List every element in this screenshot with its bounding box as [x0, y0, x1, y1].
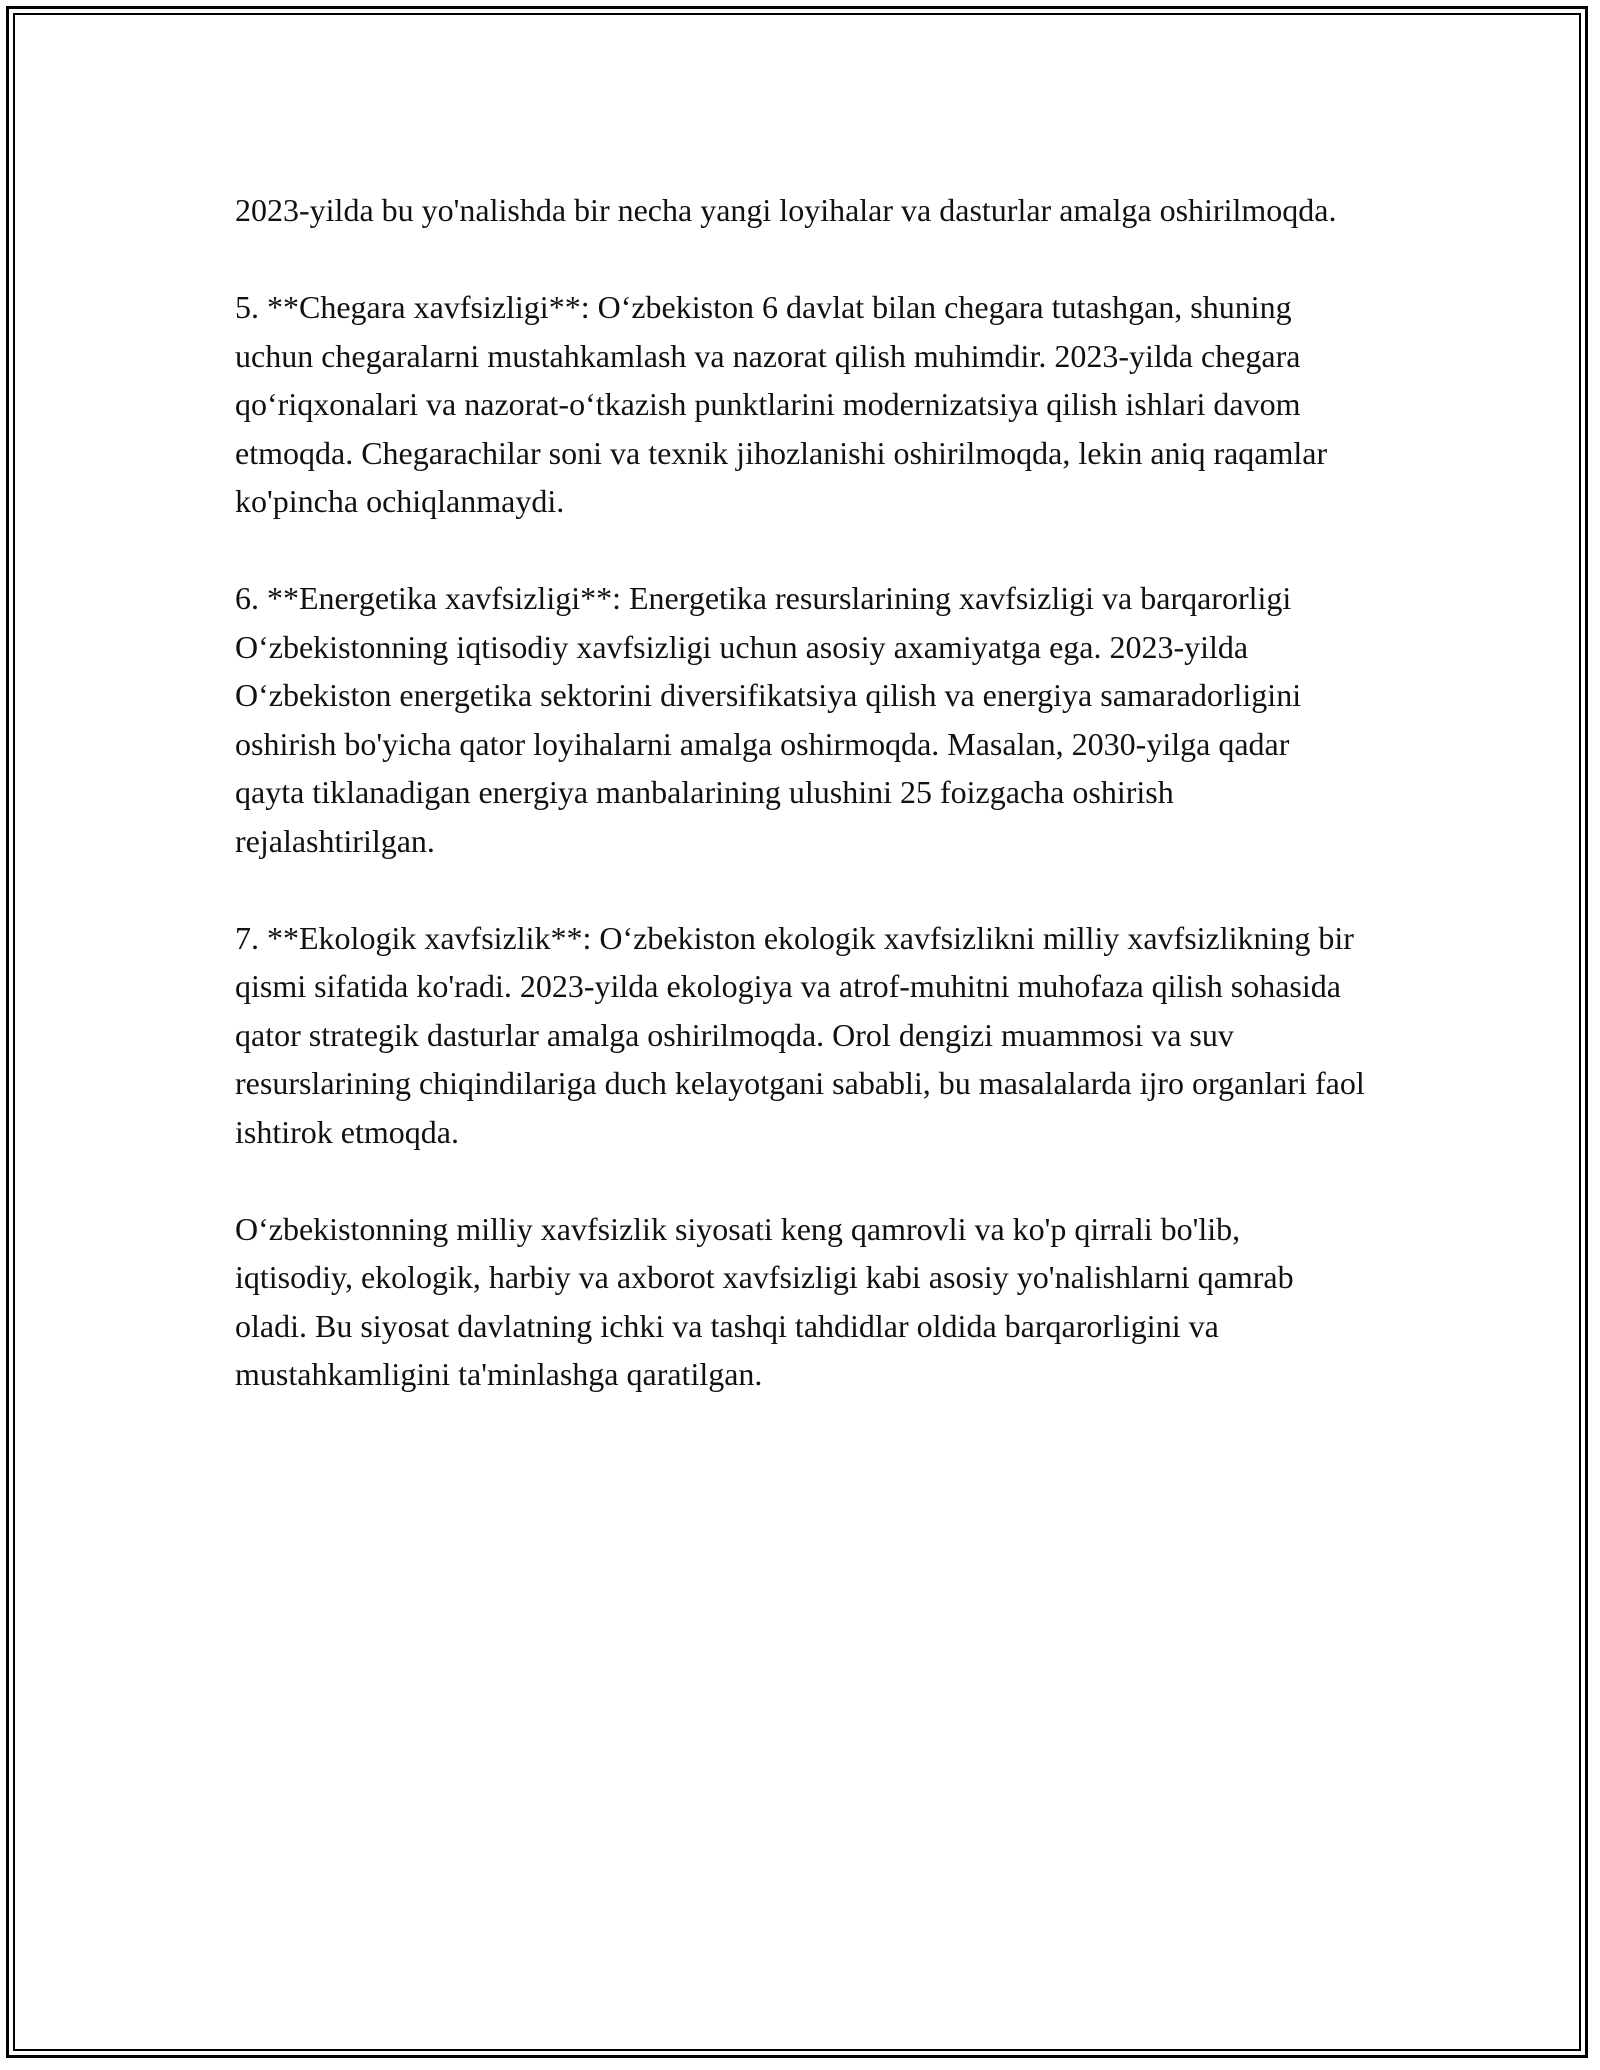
document-body	[235, 186, 1365, 1399]
paragraph-energy-security: 6. **Energetika xavfsizligi**: Energetika resurslarining xavfsizligi va barqarorligi O‘zbekistonning iqtisodiy xavfsizligi uchun asosiy axamiyatga ega. 2023-yilda O‘zbekiston energetika sektorini diversifikatsiya qilish va energiya samaradorligini oshirish bo'yicha qator loyihalarni amalga oshirmoqda. Masalan, 2030-yilga qadar qayta tiklanadigan energiya manbalarining ulushini 25 foizgacha oshirish rejalashtirilgan.	[235, 580, 1302, 859]
paragraph-border-security: 5. **Chegara xavfsizligi**: O‘zbekiston 6 davlat bilan chegara tutashgan, shuning uchun chegaralarni mustahkamlash va nazorat qilish muhimdir. 2023-yilda chegara qo‘riqxonalari va nazorat-o‘tkazish punktlarini modernizatsiya qilish ishlari davom etmoqda. Chegarachilar soni va texnik jihozlanishi oshirilmoqda, lekin aniq raqamlar ko'pincha ochiqlanmaydi.	[235, 289, 1328, 519]
paragraph-conclusion: O‘zbekistonning milliy xavfsizlik siyosati keng qamrovli va ko'p qirrali bo'lib, iqtisodiy, ekologik, harbiy va axborot xavfsizligi kabi asosiy yo'nalishlarni qamrab oladi. Bu siyosat davlatning ichki va tashqi tahdidlar oldida barqarorligini va mustahkamligini ta'minlashga qaratilgan.	[235, 1210, 1294, 1392]
paragraph-intro-continuation: 2023-yilda bu yo'nalishda bir necha yangi loyihalar va dasturlar amalga oshirilmoqda.	[235, 192, 1337, 228]
paragraph-ecological-security: 7. **Ekologik xavfsizlik**: O‘zbekiston ekologik xavfsizlikni milliy xavfsizlikning bir qismi sifatida ko'radi. 2023-yilda ekologiya va atrof-muhitni muhofaza qilish sohasida qator strategik dasturlar amalga oshirilmoqda. Orol dengizi muammosi va suv resurslarining chiqindilariga duch kelayotgani sababli, bu masalalarda ijro organlari faol ishtirok etmoqda.	[235, 919, 1365, 1150]
